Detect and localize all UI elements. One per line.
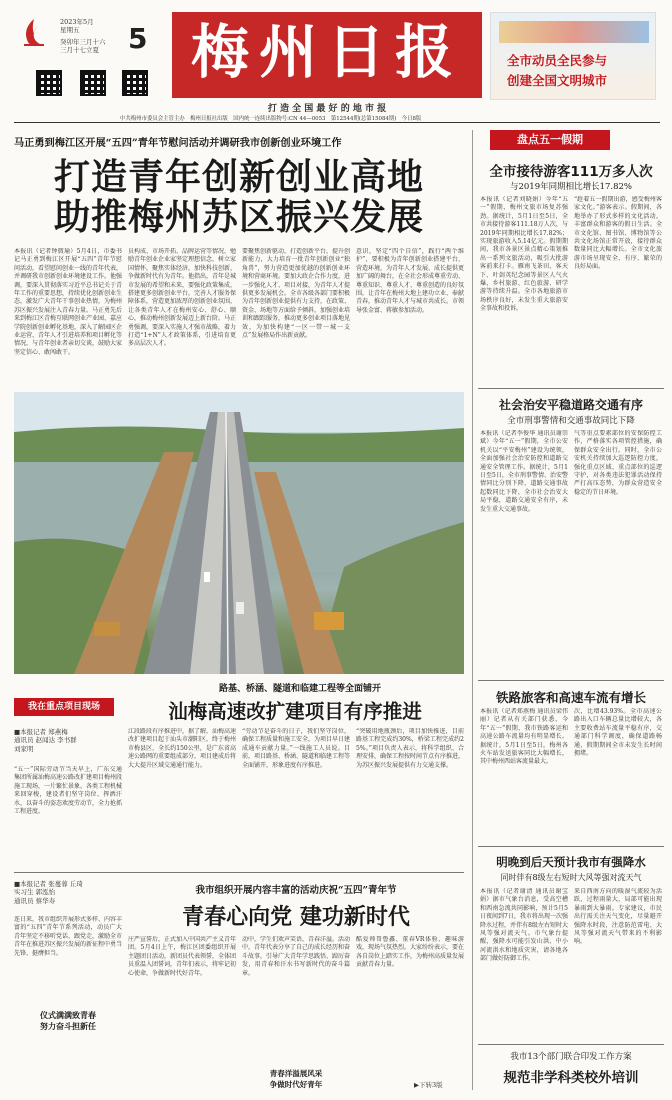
lower-subhead-2b: 争做时代好青年: [269, 1080, 323, 1089]
lead-headline-2: 助推梅州苏区振兴发展: [53, 197, 424, 238]
training-headline: 规范非学科类校外培训: [503, 1070, 639, 1086]
holiday-banner-label: 盘点五一假期: [517, 133, 583, 146]
lower-body-col-2: 庄严宣誓后，正式加入中国共产主义青年团。5月4日上午，梅江区团委组织开展主题团日活动，新团员代表领誓，全体团员重温入团誓词，青年们表示，将牢记初心使命，争做新时代好青年。: [128, 936, 236, 977]
photo-caption-kicker: 路基、桥涵、隧道和临建工程等全面铺开: [218, 684, 381, 694]
lower-subhead-1a: 仪式满满致青春: [40, 1010, 96, 1020]
lower-credits: ■本报记者 张蔓蓉 丘琦 实习生 郭泓怡 通讯员 蔡华寿: [14, 880, 83, 905]
holiday-banner: [490, 130, 610, 150]
photo-body-col-4: “突破用地瓶颈后，项目加快推进，目前路基工程完成约30%，桥梁工程完成约25%。”项目负责人表示，将科学组织、合理安排，确保工程按时间节点有序推进，为苏区振兴发展提供有力交通支撑。: [356, 728, 464, 769]
project-tag-label: 我在重点项目现场: [27, 702, 100, 712]
lead-body-col-3: 要聚焦创新驱动，打造创新平台，提升创新能力，大力培育一批青年创新创业“独角兽”，努力营造更加优越的创新创业环境和营商环境。要加大政企合作力度，进一步强化人才、项目对接，为青年人才提供更多发展机会。全市各级各部门要积极为青年创新创业提供有力支持，在政策、资金、场地等方面给予倾斜，加强创业培训和跟踪服务，推动更多创业项目落地见效，为加快构建“一区一带一城一支点”发展格局作出新贡献。: [242, 248, 350, 340]
lower-body-col-4: 酷爱帅哥鲁鑫、董春VR体验、趣味游戏，现场气氛热烈。大家纷纷表示，要在各自岗位上踏实工作，为梅州高质量发展贡献青春力量。: [356, 936, 464, 969]
weather-body-col-2: 来自西南方向的暖湿气流较为活跃，过程雨量大，局部可能出现暴雨到大暴雨。专家建议，市民出行需关注天气变化，尽量避开强降水时段，注意防范雷电、大风等强对流天气带来的不利影响。: [574, 888, 662, 946]
tourism-body-col-1: 本报讯（记者刘晓娟）今年“五一”假期，梅州文旅市场复苏强劲。据统计，5月1日至5日，全市共接待游客111.18万人次，与2019年同期相比增长17.82%；实现旅游收入5.14亿元。假期期间，我市各景区景点精心策划推出一系列文旅活动，吸引大批游客前来打卡。雁南飞茶田、客天下、叶剑英纪念园等景区人气火爆，乡村旅游、红色旅游、研学游等持续升温。全市各地旅游市场秩序良好，未发生重大旅游安全事故和投诉。: [480, 196, 568, 313]
lead-body-col-2: 员构成、市场开拓、品牌运营等情况，勉励青年创业企业家坚定理想信念，树立家国情怀，聚焦实体经济，加快科技创新，争做新时代有为青年。他指出，青年是城市发展的希望和未来，要强化政策集成，搭建更多创新创业平台，完善人才服务保障体系，营造更加浓厚的创新创业氛围，让各类青年人才在梅州安心、舒心、顺心，推动梅州创新发展迈上新台阶。马正勇强调，要深入实施人才强市战略，着力打造“1+N”人才政策体系，引进培育更多高层次人才。: [128, 248, 236, 348]
weekday: 星期五: [60, 26, 80, 34]
lunar-date-1: 癸卯年三月十六: [60, 38, 106, 46]
publisher-line: 中共梅州市委员会主管主办 梅州日报社出版 国内统一连续出版物号:CN 44—0053 第12544期(总第15084期) 今日8版: [120, 116, 422, 122]
lead-body-col-4: 意识，坚定“四个自信”，践行“两个维护”，要积极为青年创新创业搭建平台、营造环境，为青年人才发展、成长提供更加广阔的舞台，在全社会形成尊重劳动、尊重知识、尊重人才、尊重创造的良好氛围，让青年在梅州大地上建功立业、奉献青春，推动青年人才与城市共成长。市领导张金富、蒋敏参加活动。: [356, 248, 464, 314]
promo-line-1: 全市动员全民参与: [507, 53, 608, 68]
masthead: [0, 0, 672, 122]
tourism-body-col-2: “趁着五一假期出游，感受梅州客家文化。”游客表示。假期间，各地举办了形式多样的文化活动，丰富群众和游客的假日生活。全市文化馆、图书馆、博物馆等公共文化场馆正常开放，接待群众数量同比大幅增长。全市文化旅游市场呈现安全、有序、繁荣的良好局面。: [574, 196, 662, 271]
right-column-divider: [472, 130, 473, 1090]
lead-kicker: 马正勇到梅江区开展“五四”青年节慰问活动并调研我市创新创业环境工作: [14, 137, 342, 149]
lower-headline: 青春心向党 建功新时代: [182, 905, 410, 930]
paper-title: 梅州日报: [190, 18, 463, 86]
qr-code-icon: [80, 70, 106, 96]
lower-subhead-1: [14, 1010, 122, 1032]
masthead-title-box: [172, 12, 482, 98]
lower-kicker: 我市组织开展内容丰富的活动庆祝“五四”青年节: [195, 885, 397, 896]
tourism-headline: 全市接待游客111万多人次: [489, 164, 653, 180]
photo-body-col-2: 江段路段有序推进中，据了解，汕梅高速改扩建项目起于汕头市潮阳区，终于梅州市梅县区，全长约150公里，是广东省高速公路网的重要组成部分，项目建成后将大大提升区域交通通行能力。: [128, 728, 236, 769]
promo-banner-icon: [499, 21, 649, 43]
lunar-date-2: 三月十七立夏: [60, 46, 99, 54]
lower-subhead-1b: 努力奋斗担新任: [40, 1021, 96, 1031]
rail-headline: 铁路旅客和高速车流有增长: [495, 690, 646, 705]
qr-code-icon: [122, 70, 148, 96]
promo-line-2: 创建全国文明城市: [507, 73, 608, 88]
weather-subhead: 同时伴有8级左右短时大风等强对流天气: [500, 873, 642, 882]
photo-headline: 汕梅高速改扩建项目有序推进: [168, 700, 422, 723]
continued-link[interactable]: ▶下转3版: [414, 1081, 443, 1089]
masthead-slogan: 打 造 全 国 最 好 的 地 市 报: [267, 104, 387, 114]
lower-subhead-2: [242, 1068, 350, 1090]
project-tag: [14, 698, 114, 716]
highway-photo: [14, 392, 464, 674]
paper-logo-icon: [22, 18, 46, 48]
rail-body-col-1: 本报讯（记者郑燕梅 通讯员梁伟丽）记者从有关部门获悉，今年“五一”假期，我市铁路客运和高速公路车流量均有明显增长。据统计，5月1日至5日，梅州各火车站发送旅客同比大幅增长，其中梅州西站客流量最大。: [480, 708, 568, 766]
security-body-col-2: 气等重点要素部位的安保防控工作，严格落实各项管控措施，确保群众安全出行。同时，全市公安机关持续加大巡逻防控力度，强化重点区域、重点部位的巡逻守护，对各类违法犯罪活动保持严打高压态势，为群众营造安全稳定的节日环境。: [574, 430, 662, 496]
security-subhead: 全市刑事警情和交通事故同比下降: [507, 416, 635, 426]
lead-body-col-1: 本报讯（记者钟微瑜）5月4日，市委书记马正勇到梅江区开展“五四”青年节慰问活动，看望慰问创业一线的青年代表，并调研我市创新创业环境建设工作。他强调，要深入贯彻落实习近平总书记关于青年工作的重要思想，持续优化创新创业生态，激发广大青年干事创业热情，为梅州苏区振兴发展注入青春力量。马正勇先后来到梅江区青梅互联网创业产业园、嘉应学院创新创业孵化基地，深入了解园区企业运营、青年人才引进培养和项目孵化等情况，与青年创业者亲切交谈，鼓励大家坚定信心、敢闯敢干。: [14, 248, 122, 356]
day-number: 5: [128, 22, 148, 55]
promo-box: [490, 12, 656, 100]
rail-body-col-2: 次，比增43.93%。全市高速公路出入口车辆总量比增较大，各主要收费站车流量平稳有序，交通部门科学调度，确保道路畅通，假期期间全市未发生长时间拥堵。: [574, 708, 662, 758]
security-body-col-1: 本报讯（记者李俊华 通讯员谢崇斌）今年“五一”假期，全市公安机关以“平安梅州”建设为统领，全面加强社会治安防控和道路交通安全管理工作。据统计，5月1日至5日，全市刑事警情、治安警情同比分别下降，道路交通事故起数同比下降，全市社会治安大局平稳，道路交通安全有序，未发生重大交通事故。: [480, 430, 568, 513]
lower-body-col-3: 动中，学生们欢声笑语，青春洋溢。活动中，青年代表分享了自己的成长经历和奋斗故事，引导广大青年学思践悟、踔厉奋发，用青春和汗水书写新时代的奋斗篇章。: [242, 936, 350, 977]
photo-credits: ■本报记者 郑燕梅 通讯员 赵闻达 李书群 刘家明: [14, 728, 77, 753]
year-month: 2023年5月: [60, 18, 94, 26]
weather-body-col-1: 本报讯（记者谢清 通讯员谢宝娟）据市气象台消息，受高空槽和西南急流共同影响，预计5月5日夜间到7日，我市将出现一次强降水过程，并伴有8级左右短时大风等强对流天气。市气象台提醒，强降水可能引发山洪、中小河流洪水和地质灾害，请各地各部门做好防御工作。: [480, 888, 568, 963]
photo-body-col-3: “劳动节是奋斗的日子，我们坚守岗位，确保工程质量和施工安全，为项目早日建成通车贡献力量。”一线施工人员说。目前，项目路基、桥涵、隧道和临建工程等全面铺开，形象进度有序推进。: [242, 728, 350, 769]
security-headline: 社会治安平稳道路交通有序: [498, 398, 643, 412]
lead-headline-1: 打造青年创新创业高地: [53, 157, 424, 198]
bridge-construction-illustration: [14, 392, 464, 674]
weather-headline: 明晚到后天预计我市有强降水: [496, 855, 646, 869]
qr-code-icon: [36, 70, 62, 96]
lower-body-col-1: 连日来，我市组织开展形式多样、内容丰富的“五四”青年节系列活动，动员广大青年坚定不移听党话、跟党走，激励全市青年在推进苏区振兴发展的新征程中勇当先锋、挺膺担当。: [14, 916, 122, 957]
training-kicker: 我市13个部门联合印发工作方案: [510, 1052, 632, 1062]
issue-date: [60, 18, 130, 54]
lower-subhead-2a: 青春洋溢展风采: [269, 1069, 323, 1078]
photo-body-col-1: “五一”国际劳动节当天早上，广东交通集团所属汕梅高速公路改扩建项目梅州段施工现场，一片繁忙景象。各类工程机械来回穿梭，建设者们坚守岗位、挥洒汗水，以奋斗的姿态欢度劳动节，全力抢抓工程进度。: [14, 766, 122, 816]
tourism-subhead: 与2019年同期相比增长17.82%: [509, 182, 633, 192]
